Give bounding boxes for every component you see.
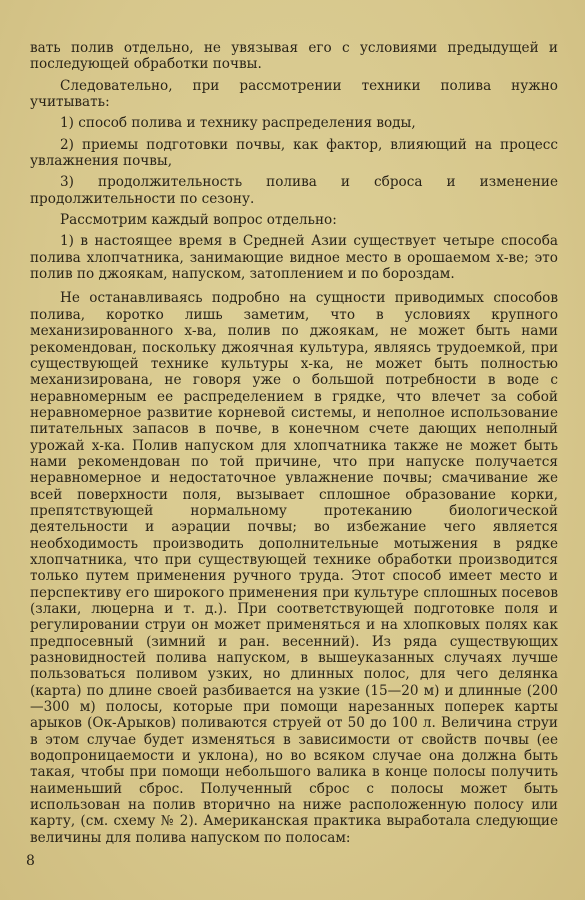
list-item-1: 1) способ полива и технику распределения воды,: [60, 115, 416, 132]
paragraph-main: Не останавливаясь подробно на сущности приводимых способов полива, коротко лишь заметим, что в условиях крупного механизированного х-ва, полив по джоякам, не может быть нами рекомендован, поскольку джоячная культура, являясь трудоемкой, при существующей технике культуры х-ка, не может быть полностью механизирована, не говоря уже о большой потребности в воде с неравномерным ее распределением в грядке, что влечет за собой неравномерное развитие корневой системы, и неполное использование питательных запасов в почве, в конечном счете дающих неполный урожай х-ка. Полив напуском для хлопчатника также не может быть нами рекомендован по той причине, что при напуске получается неравномерное и недостаточное увлажнение почвы; смачивание же всей поверхности поля, вызывает сплошное образование корки, препятствующей нормальному протеканию биологической деятельности и аэрации почвы; во избежание чего является необходимость производить дополнительные мотыжения в рядке хлопчатника, что при существующей технике обработки производится только путем применения ручного труда. Этот способ имеет место и перспективу его широкого применения при культуре сплошных посевов (злаки, люцерна и т. д.). При соответствующей подготовке поля и регулировании струи он может применяться и на хлопковых полях как предпосевный (зимний и ран. весенний). Из ряда существующих разновидностей полива напуском, в вышеуказанных случаях лучше пользоваться поливом узких, но длинных полос, для чего делянка (карта) по длине своей разбивается на узкие (15—20 м) и длинные (200—300 м) полосы, которые при помощи нарезанных поперек карты арыков (Ок-Арыков) поливаются струей от 50 до 100 л. Величина струи в этом случае будет изменяться в зависимости от свойств почвы (ее водопроницаемости и уклона), но во всяком случае она должна быть такая, чтобы при помощи небольшого валика в конце полосы получить наименьший сброс. Полученный сброс с полосы может быть использован на полив вторично на ниже расположенную полосу или карту, (см. схему № 2). Американская практика выработала следующие величины для полива напуском по полосам:: [30, 290, 558, 846]
page-number: 8: [26, 853, 35, 869]
paragraph-consider: Рассмотрим каждый вопрос отдельно:: [60, 212, 337, 229]
paragraph-methods: 1) в настоящее время в Средней Азии существует четыре способа полива хлопчатника, занимающие видное место в орошаемом х-ве; это полив по джоякам, напуском, затоплением и по бороздам.: [30, 233, 558, 283]
paragraph-consequently: Следовательно, при рассмотрении техники полива нужно учитывать:: [30, 77, 558, 111]
body-text: [30, 40, 558, 846]
list-item-3: 3) продолжительность полива и сброса и изменение продолжительности по сезону.: [30, 174, 558, 207]
paragraph-continuation: вать полив отдельно, не увязывая его с условиями предыдущей и последующей обработки почвы.: [30, 40, 558, 73]
list-item-2: 2) приемы подготовки почвы, как фактор, влияющий на процесс увлажнения почвы,: [30, 136, 558, 170]
